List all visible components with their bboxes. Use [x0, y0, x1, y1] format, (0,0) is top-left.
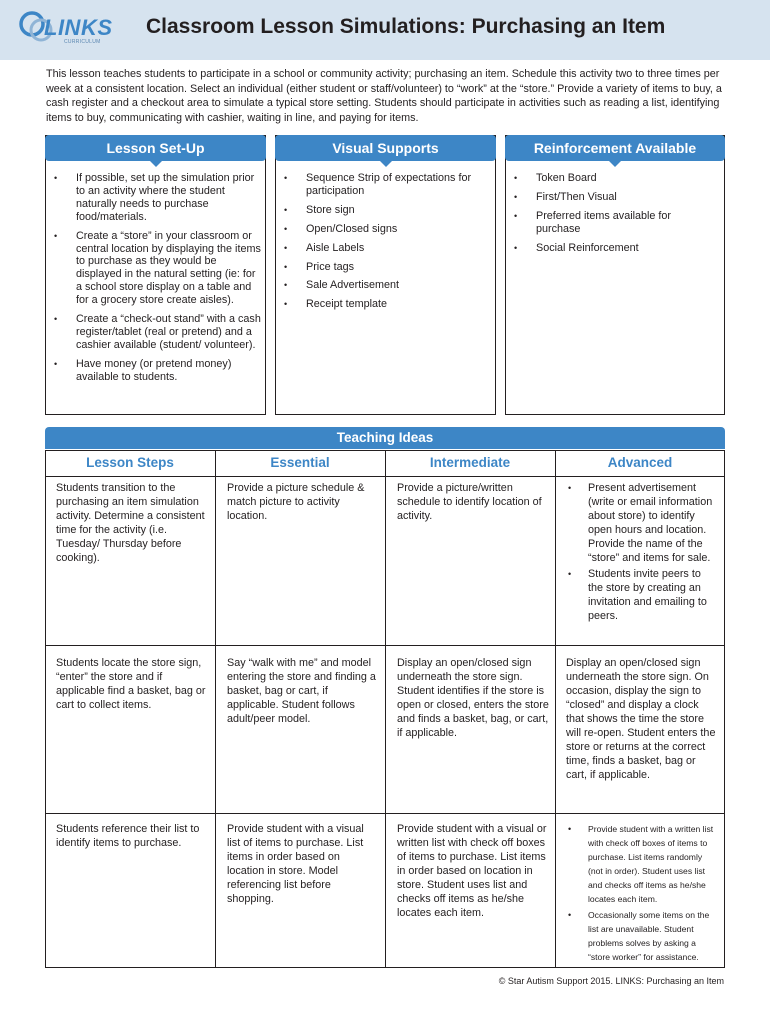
reinforcement-heading: [505, 135, 725, 161]
column-header-lesson-steps: Lesson Steps: [86, 455, 174, 470]
list-item: • Aisle Labels: [276, 242, 492, 255]
table-cell: Students reference their list to identify items to purchase.: [56, 823, 200, 849]
header-band: [0, 0, 770, 60]
table-cell: Students transition to the purchasing an item simulation activity. Determine a consistent time for the activity (i.e. Tuesday/ Thursday before cooking).: [56, 482, 205, 564]
reinforcement-title: Reinforcement Available: [533, 140, 697, 156]
intro-paragraph: This lesson teaches students to participate in a school or community activity; purchasing an item. Schedule this activity two to three times per week at a consistent location. Select an individual (either student or staff/volunteer) to “work” at the “store.” Provide a variety of items to buy, a cash register and a checkout area to simulate a typical store setting. Students should participate in activities such as reading a list, identifying items to buy, communicating with cashier, waiting in line, and paying for items.: [46, 68, 722, 124]
table-cell: Provide a picture schedule & match picture to activity location.: [227, 482, 365, 522]
visual-supports-heading: [275, 135, 496, 161]
list-item: • Sequence Strip of expectations for participation: [276, 172, 492, 198]
logo-subtext: CURRICULUM: [64, 39, 101, 45]
list-item: • If possible, set up the simulation prior to an activity where the student naturally needs to purchase food/materials.: [46, 172, 264, 224]
lesson-setup-list: [46, 172, 264, 390]
column-header-advanced: Advanced: [607, 455, 673, 470]
column-header-intermediate: Intermediate: [429, 455, 511, 470]
table-cell: Provide student with a visual or written list with check off boxes of items to purchase. List items in order based on location in store. Student uses list and checks off items as he/she locates each item.: [397, 823, 547, 919]
list-item: • Social Reinforcement: [506, 242, 702, 255]
teaching-ideas-heading: Teaching Ideas: [45, 427, 725, 449]
logo-wordmark: LINKS: [44, 15, 113, 40]
table-cell: Display an open/closed sign underneath the store sign. Student identifies if the store is open or closed, enters the store and finds a basket, bag, or cart, if applicable.: [397, 657, 549, 739]
links-logo: [14, 8, 124, 48]
list-item: • Open/Closed signs: [276, 223, 492, 236]
list-item: • Receipt template: [276, 298, 492, 311]
table-cell: Provide a picture/written schedule to identify location of activity.: [397, 482, 542, 522]
list-item: • Token Board: [506, 172, 702, 185]
lesson-setup-heading: [45, 135, 266, 161]
row-divider: [45, 813, 725, 814]
column-header-essential: Essential: [270, 455, 330, 470]
list-item: • Students invite peers to the store by creating an invitation and emailing to peers.: [566, 567, 718, 623]
list-item: • Create a “check-out stand” with a cash register/tablet (real or pretend) and a cashier available (student/ volunteer).: [46, 313, 264, 352]
table-cell: Provide student with a visual list of items to purchase. List items in order based on location in store. Model referencing list before shopping.: [227, 823, 364, 905]
list-item: • First/Then Visual: [506, 191, 702, 204]
lesson-setup-title: Lesson Set-Up: [106, 140, 205, 156]
table-cell: Say “walk with me” and model entering the store and finding a basket, bag or cart, if applicable. Student follows adult/peer model.: [227, 657, 376, 725]
list-item: • Have money (or pretend money) available to students.: [46, 358, 264, 384]
list-item: • Provide student with a written list with check off boxes of items to purchase. List items randomly (not in order). Student uses list and checks off items as he/she locates each item.: [566, 822, 718, 906]
reinforcement-list: [506, 172, 702, 261]
table-cell: Students locate the store sign, “enter” the store and if applicable find a basket, bag or cart to collect items.: [56, 657, 206, 711]
row-divider: [45, 645, 725, 646]
table-cell: Display an open/closed sign underneath the store sign. On occasion, display the sign to “closed” and display a clock that shows the time the store will re-open. Student enters the store or returns at the correct time, finds a basket, bag or cart, if applicable.: [566, 657, 716, 781]
list-item: • Store sign: [276, 204, 492, 217]
list-item: • Create a “store” in your classroom or central location by displaying the items to purchase as they would be displayed in the natural setting (ie: for a school store display on a table and for a grocery store create aisles).: [46, 230, 264, 307]
list-item: • Occasionally some items on the list are unavailable. Student problems solves by asking a “store worker” for assistance.: [566, 908, 718, 964]
column-divider: [555, 450, 556, 968]
table-cell: [566, 822, 718, 966]
list-item: • Price tags: [276, 261, 492, 274]
visual-supports-list: [276, 172, 492, 317]
column-divider: [215, 450, 216, 968]
list-item: • Preferred items available for purchase: [506, 210, 702, 236]
row-divider: [45, 476, 725, 477]
visual-supports-title: Visual Supports: [332, 140, 439, 156]
list-item: • Present advertisement (write or email information about store) to identify open hours and location. Provide the name of the “store” and items for sale.: [566, 481, 718, 565]
table-cell: [566, 481, 718, 625]
page-title: Classroom Lesson Simulations: Purchasing an Item: [146, 15, 666, 38]
list-item: • Sale Advertisement: [276, 279, 492, 292]
column-divider: [385, 450, 386, 968]
copyright-footer: © Star Autism Support 2015. LINKS: Purchasing an Item: [498, 976, 724, 986]
